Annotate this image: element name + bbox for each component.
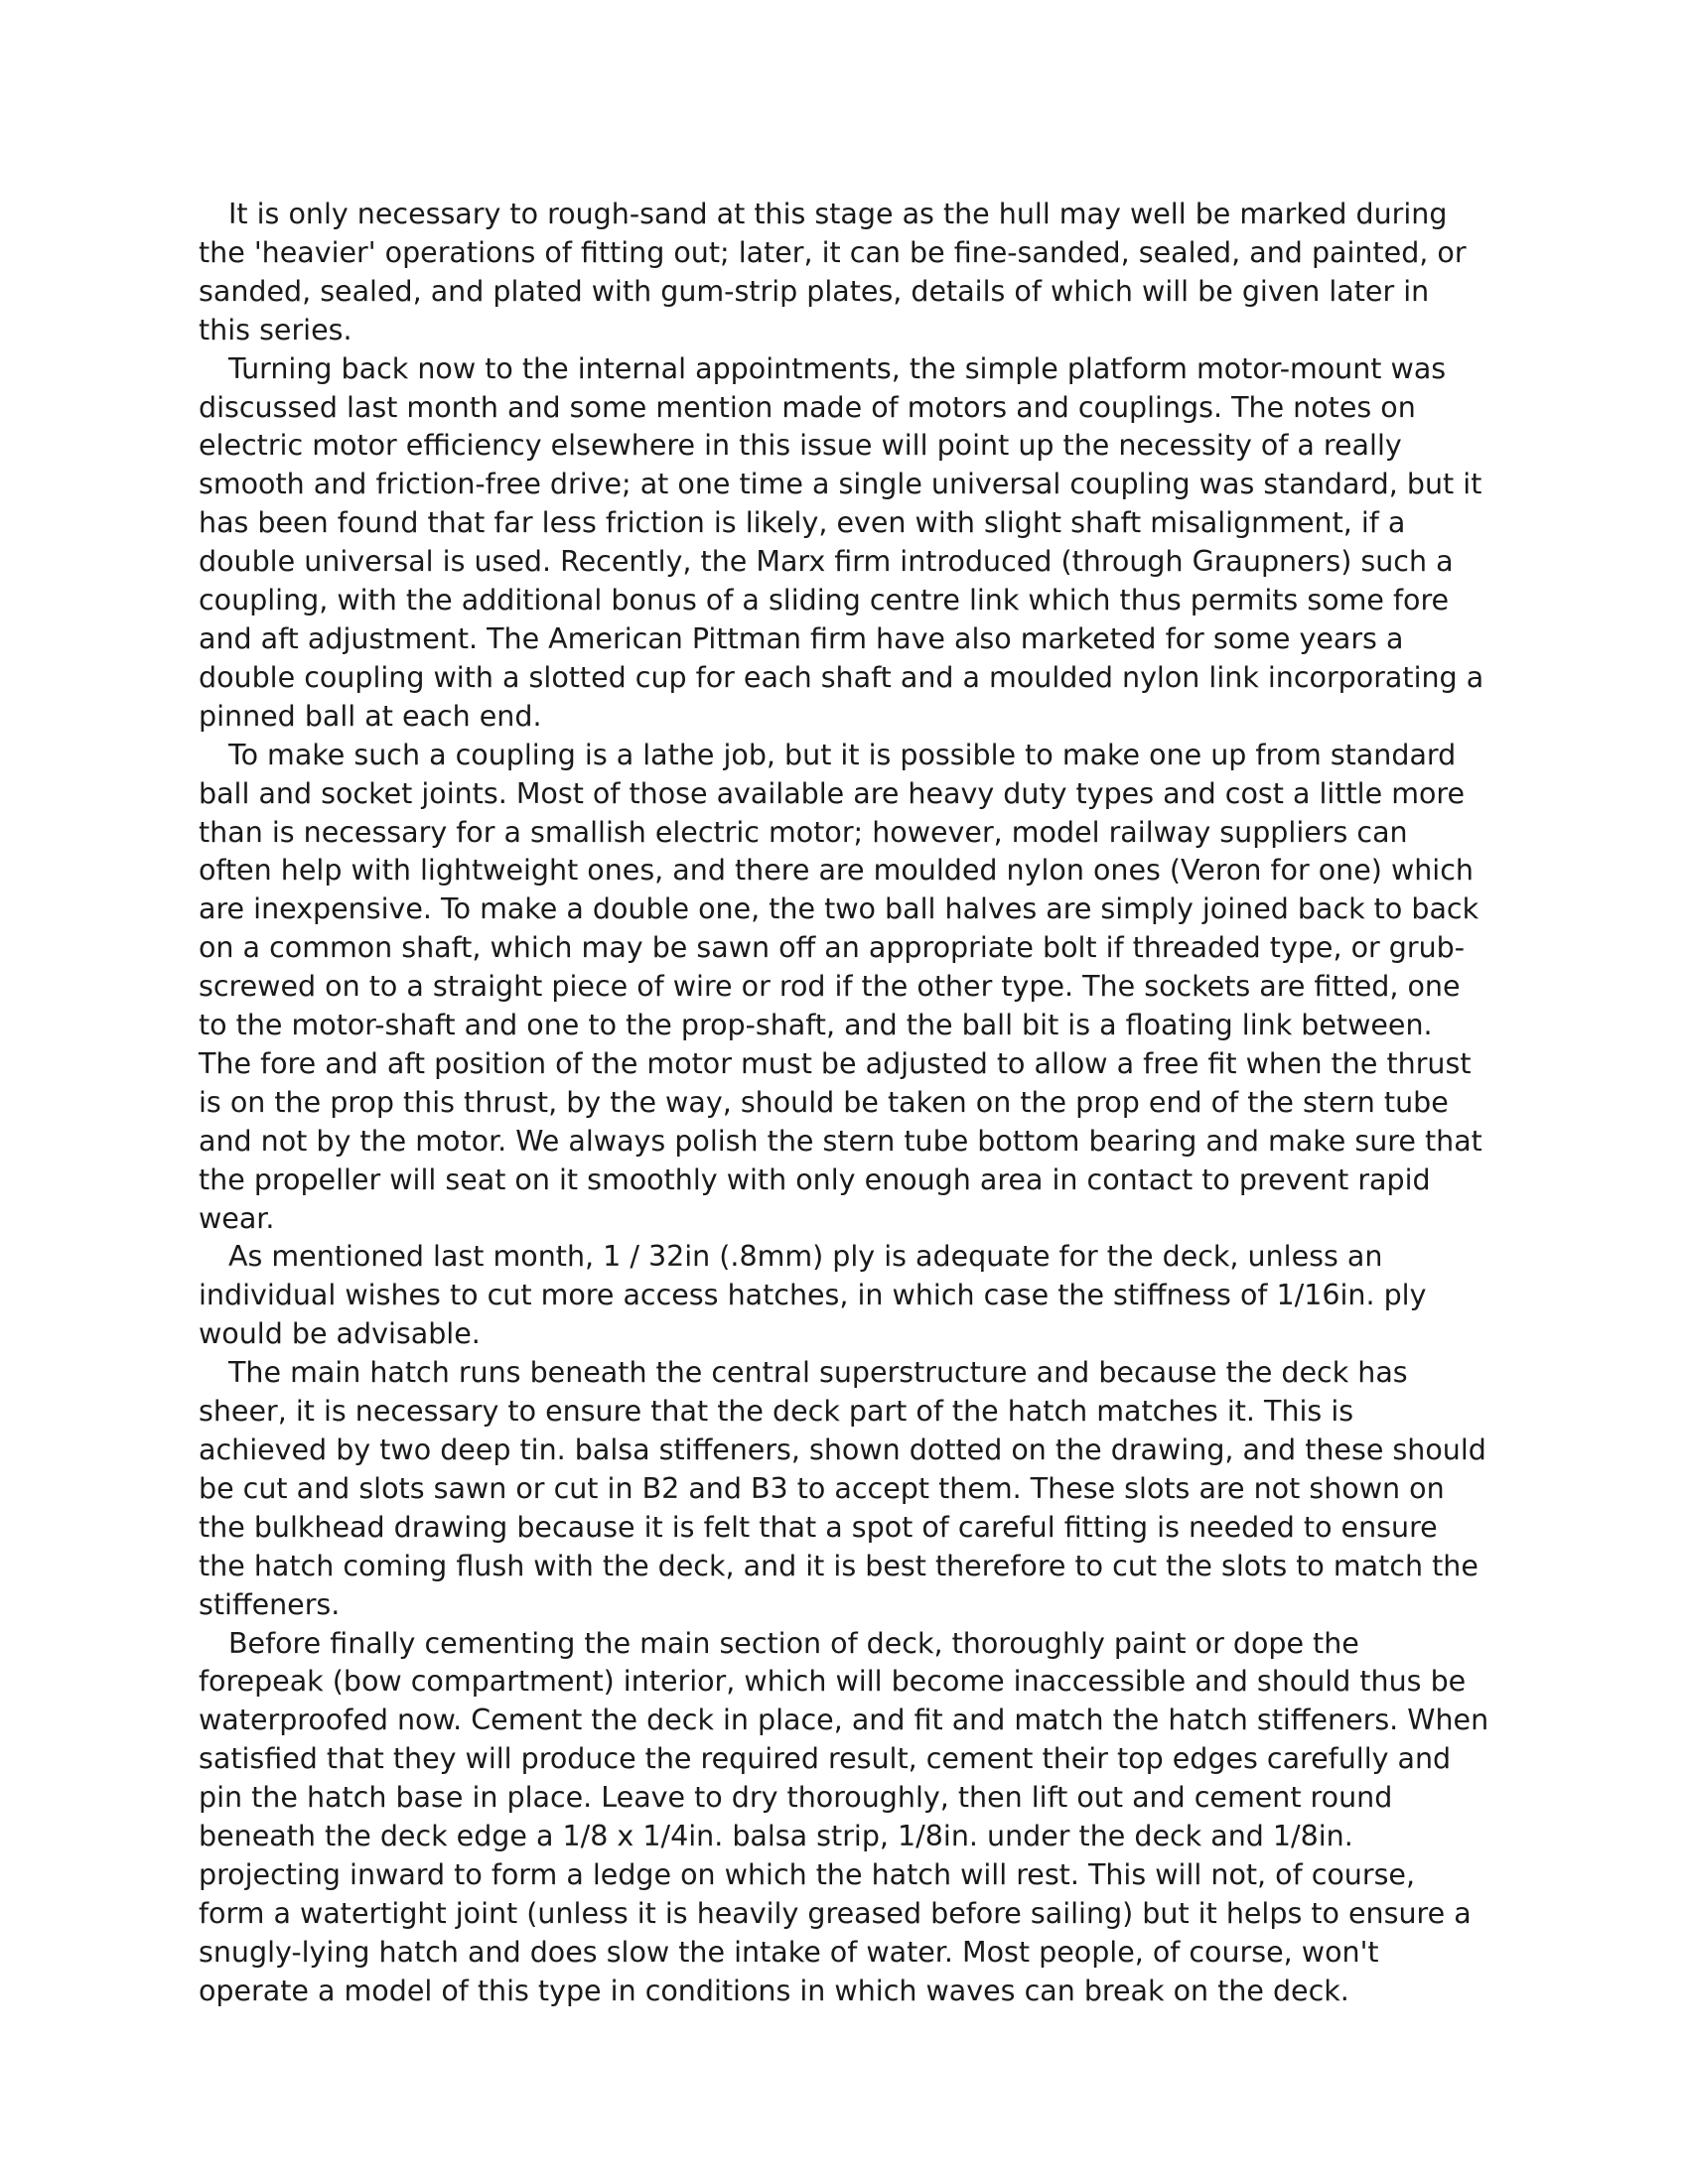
paragraph-sanding: It is only necessary to rough-sand at this stage as the hull may well be marked during the 'heavier' operations of fitting out; later, it can be fine-sanded, sealed, and painted, or sanded, sealed, and plated with gum-strip plates, details of which will be given later in this series. — [199, 198, 1467, 346]
paragraph-cementing-deck: Before finally cementing the main section of deck, thoroughly paint or dope the forepeak (bow compartment) interior, which will become inaccessible and should thus be waterproofed now. Cement the deck in place, and fit and match the hatch stiffeners. When satisfied that they will produce the required result, cement their top edges carefully and pin the hatch base in place. Leave to dry thoroughly, then lift out and cement round beneath the deck edge a 1/8 x 1/4in. balsa strip, 1/8in. under the deck and 1/8in. projecting inward to form a ledge on which the hatch will rest. This will not, of course, form a watertight joint (unless it is heavily greased before sailing) but it helps to ensure a snugly-lying hatch and does slow the intake of water. Most people, of course, won't operate a model of this type in conditions in which waves can break on the deck. — [199, 1626, 1489, 2007]
paragraph-main-hatch: The main hatch runs beneath the central superstructure and because the deck has sheer, it is necessary to ensure that the deck part of the hatch matches it. This is achieved by two deep tin. balsa stiffeners, shown dotted on the drawing, and these should be cut and slots sawn or cut in B2 and B3 to accept them. These slots are not shown on the bulkhead drawing because it is felt that a spot of careful fitting is needed to ensure the hatch coming flush with the deck, and it is best therefore to cut the slots to match the stiffeners. — [199, 1356, 1486, 1621]
paragraph-couplings: Turning back now to the internal appointments, the simple platform motor-mount was discussed last month and some mention made of motors and couplings. The notes on electric motor efficiency elsewhere in this issue will point up the necessity of a really smooth and friction-free drive; at one time a single universal coupling was standard, but it has been found that far less friction is likely, even with slight shaft misalignment, if a double universal is used. Recently, the Marx firm introduced (through Graupners) such a coupling, with the additional bonus of a sliding centre link which thus permits some fore and aft adjustment. The American Pittman firm have also marketed for some years a double coupling with a slotted cup for each shaft and a moulded nylon link incorporating a pinned ball at each end. — [199, 351, 1484, 733]
paragraph-ball-socket: To make such a coupling is a lathe job, but it is possible to make one up from standard ball and socket joints. Most of those available are heavy duty types and cost a little more than is necessary for a smallish electric motor; however, model railway suppliers can often help with lightweight ones, and there are moulded nylon ones (Veron for one) which are inexpensive. To make a double one, the two ball halves are simply joined back to back on a common shaft, which may be sawn off an appropriate bolt if threaded type, or grub-screwed on to a straight piece of wire or rod if the other type. The sockets are fitted, one to the motor-shaft and one to the prop-shaft, and the ball bit is a floating link between. The fore and aft position of the motor must be adjusted to allow a free fit when the thrust is on the prop this thrust, by the way, should be taken on the prop end of the stern tube and not by the motor. We always polish the stern tube bottom bearing and make sure that the propeller will seat on it smoothly with only enough area in contact to prevent rapid wear. — [199, 738, 1482, 1235]
document-page — [199, 196, 1489, 2011]
paragraph-deck-ply: As mentioned last month, 1 / 32in (.8mm) ply is adequate for the deck, unless an individual wishes to cut more access hatches, in which case the stiffness of 1/16in. ply would be advisable. — [199, 1240, 1427, 1351]
